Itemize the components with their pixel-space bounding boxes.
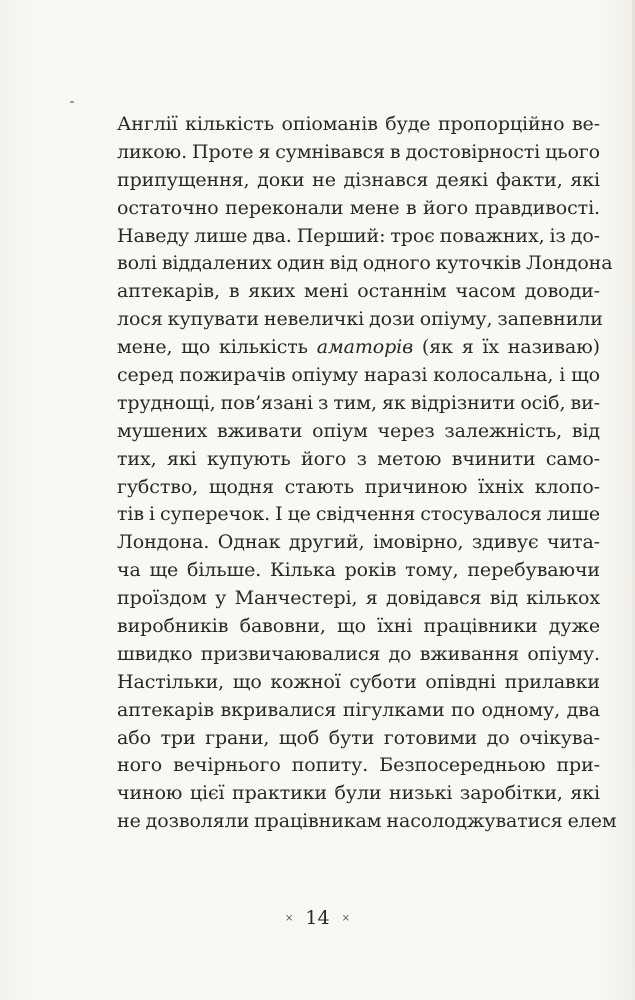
text-line: остаточно переконали мене в його правдивості.: [117, 196, 600, 219]
text-line: Англії кількість опіоманів буде пропорційно ве-: [117, 113, 600, 135]
text-line: тів і суперечок. І це свідчення стосувалося лише: [117, 503, 600, 526]
body-text: [117, 111, 617, 836]
text-line: ного вечірнього попиту. Безпосередньою при-: [117, 754, 600, 777]
text-line: губство, щодня стають причиною їхніх клопо-: [117, 475, 600, 498]
text-line: аптекарів вкривалися пігулками по одному, два: [117, 698, 600, 721]
text-line: волі віддалених один від одного куточків Лондона: [117, 252, 613, 275]
text-line: ча ще більше. Кілька років тому, перебуваючи: [117, 559, 600, 582]
text-line: тих, які купують його з метою вчинити само-: [117, 447, 600, 470]
text-line: Настільки, що кожної суботи опівдні прилавки: [117, 670, 600, 693]
text-line: ликою. Проте я сумнівався в достовірності цього: [117, 140, 600, 163]
text-line: не дозволяли працівникам насолоджуватися елем: [117, 810, 617, 833]
text-line: припущення, доки не дізнався деякі факти, які: [117, 168, 600, 191]
italic-term: аматорів: [316, 336, 414, 359]
scan-speck: [70, 101, 74, 103]
text-line: Лондона. Однак другий, імовірно, здивує чита-: [117, 531, 600, 554]
text-line: Наведу лише два. Перший: троє поважних, із до-: [117, 224, 600, 247]
text-segment: мене, що кількість: [117, 336, 317, 359]
ornament-left-icon: ×: [284, 913, 294, 924]
text-segment: (як я їх називаю): [413, 336, 600, 359]
text-line: серед пожирачів опіуму наразі колосальна, і що: [117, 364, 600, 387]
text-line: швидко призвичаювалися до вживання опіуму.: [117, 642, 600, 665]
text-line: лося купувати невеличкі дози опіуму, запевнили: [117, 308, 603, 331]
text-line: труднощі, пов’язані з тим, як відрізнити осіб, ви-: [117, 391, 600, 414]
text-line: [117, 334, 600, 362]
text-line: аптекарів, в яких мені останнім часом доводи-: [117, 280, 600, 303]
page-number-footer: [0, 906, 635, 931]
text-line: проїздом у Манчестері, я довідався від кількох: [117, 587, 600, 610]
text-line: виробників бавовни, що їхні працівники дуже: [117, 615, 600, 638]
page-number: 14: [305, 907, 330, 929]
text-line: чиною цієї практики були низькі заробітки, які: [117, 782, 600, 805]
text-line: мушених вживати опіум через залежність, від: [117, 419, 600, 442]
ornament-right-icon: ×: [341, 913, 351, 924]
text-line: або три грани, щоб бути готовими до очікува-: [117, 726, 600, 749]
